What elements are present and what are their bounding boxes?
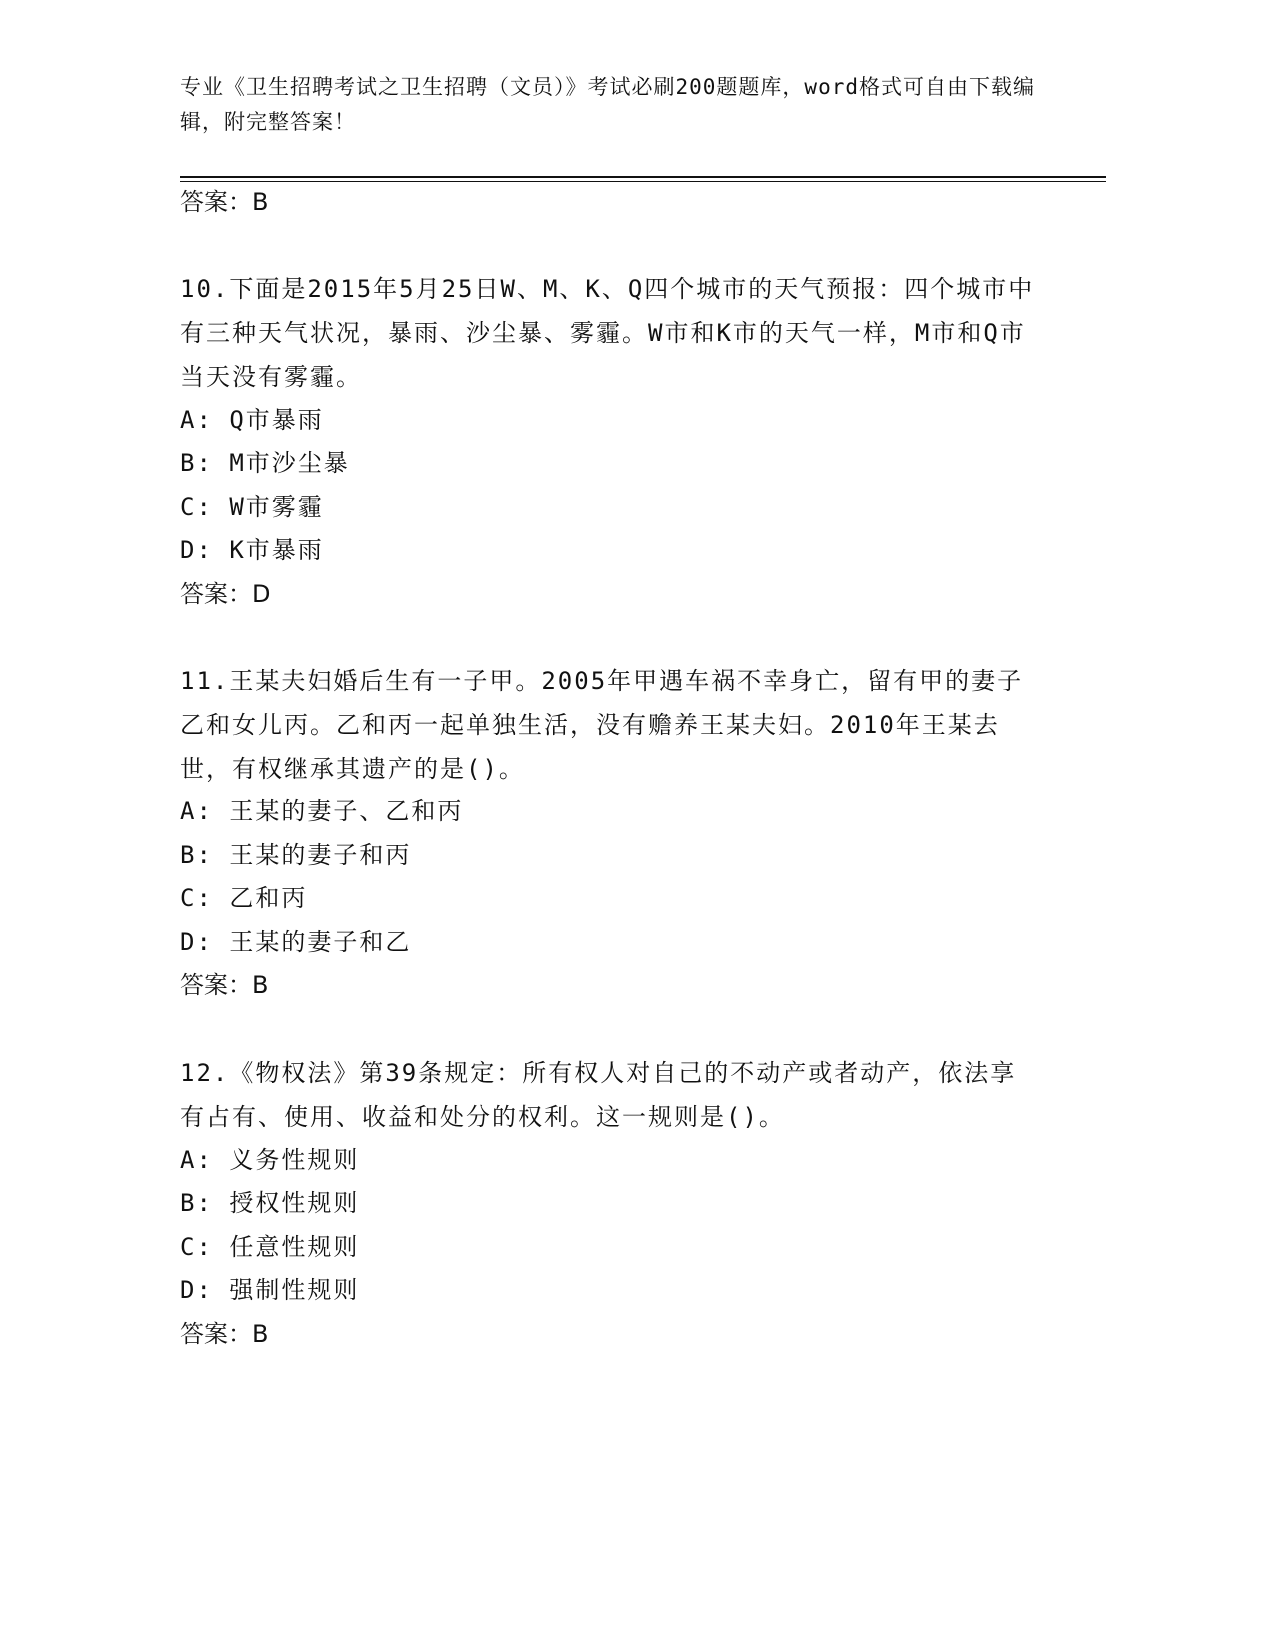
header-divider-thick <box>180 176 1106 178</box>
question-10-option-b: B: M市沙尘暴 <box>180 449 350 477</box>
question-10-answer: 答案：D <box>180 580 271 608</box>
question-10-option-d: D: K市暴雨 <box>180 536 324 564</box>
page-header-text: 专业《卫生招聘考试之卫生招聘（文员）》考试必刷200题题库，word格式可自由下载编辑，附完整答案！ <box>180 75 1035 134</box>
question-10-option-c: C: W市雾霾 <box>180 493 324 521</box>
question-11-option-d: D: 王某的妻子和乙 <box>180 928 412 956</box>
question-11-option-a: A: 王某的妻子、乙和丙 <box>180 797 464 825</box>
question-12-option-a: A: 义务性规则 <box>180 1146 360 1174</box>
question-12-option-b: B: 授权性规则 <box>180 1189 360 1217</box>
previous-answer: 答案：B <box>180 188 269 216</box>
question-12-stem: 12.《物权法》第39条规定：所有权人对自己的不动产或者动产，依法享有占有、使用、收益和处分的权利。这一规则是()。 <box>180 1059 1017 1131</box>
question-11-answer: 答案：B <box>180 971 269 999</box>
question-10-stem: 10.下面是2015年5月25日W、M、K、Q四个城市的天气预报：四个城市中有三种天气状况，暴雨、沙尘暴、雾霾。W市和K市的天气一样，M市和Q市当天没有雾霾。 <box>180 275 1035 391</box>
question-12-option-c: C: 任意性规则 <box>180 1233 360 1261</box>
question-10-option-a: A: Q市暴雨 <box>180 406 324 434</box>
question-11-stem: 11.王某夫妇婚后生有一子甲。2005年甲遇车祸不幸身亡，留有甲的妻子乙和女儿丙。乙和丙一起单独生活，没有赡养王某夫妇。2010年王某去世，有权继承其遗产的是()。 <box>180 667 1024 783</box>
question-12-option-d: D: 强制性规则 <box>180 1276 360 1304</box>
question-12-answer: 答案：B <box>180 1320 269 1348</box>
question-11-option-c: C: 乙和丙 <box>180 884 308 912</box>
question-11-option-b: B: 王某的妻子和丙 <box>180 841 412 869</box>
header-divider-thin <box>180 181 1106 182</box>
